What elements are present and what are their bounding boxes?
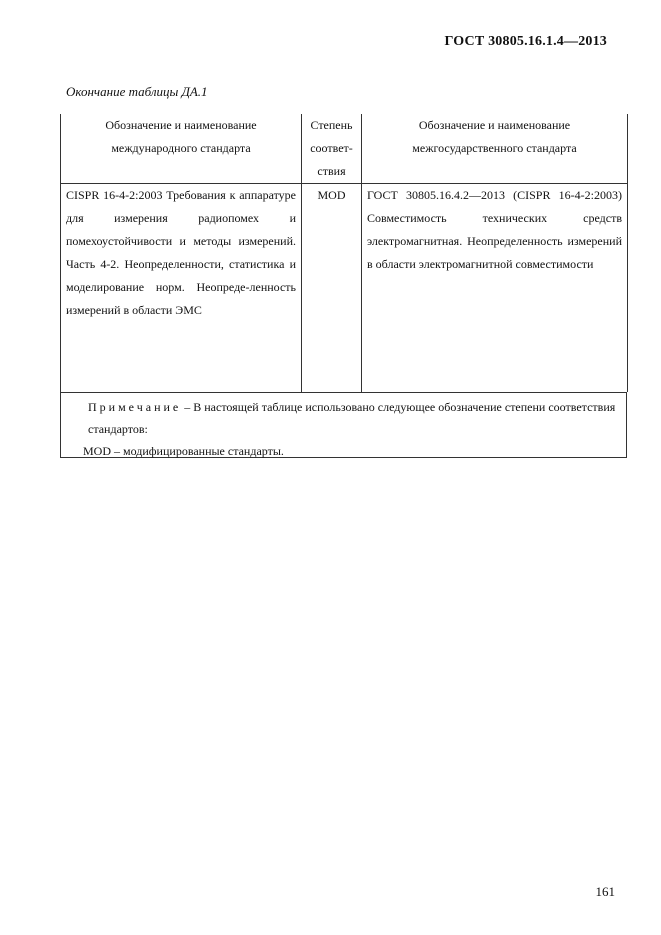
interstate-standard-text: ГОСТ 30805.16.4.2—2013 (CISPR 16-4-2:2003) Совместимость технических средств электромагнитная. Неопределенность измерений в области электромагнитной совместимости xyxy=(367,188,622,271)
column-header-label: Обозначение и наименование межгосударственного стандарта xyxy=(412,118,577,155)
note-label: Примечание xyxy=(88,400,182,414)
note-text: – В настоящей таблице использовано следующее обозначение степени соответствия стандартов: xyxy=(88,400,616,436)
table-caption: Окончание таблицы ДА.1 xyxy=(66,84,208,99)
table-note xyxy=(60,392,627,458)
column-header-degree xyxy=(302,114,362,184)
note-legend: MOD – модифицированные стандарты. xyxy=(83,444,284,458)
standards-table xyxy=(60,114,628,392)
column-header-label: Обозначение и наименование международного стандарта xyxy=(105,118,257,155)
column-header-interstate xyxy=(362,114,628,184)
degree-value: MOD xyxy=(317,188,346,202)
table-header-row xyxy=(61,114,628,184)
column-header-label: Степень соответ-ствия xyxy=(310,118,353,178)
international-standard-text: CISPR 16-4-2:2003 Требования к аппаратуре для измерения радиопомех и помехоустойчивости и методы измерений. Часть 4-2. Неопределенности, статистика и моделирование норм. Неопреде-ленность измерений в области ЭМС xyxy=(66,188,296,317)
cell-degree xyxy=(302,184,362,393)
table-row xyxy=(61,184,628,393)
cell-interstate-standard xyxy=(362,184,628,393)
cell-international-standard xyxy=(61,184,302,393)
note-paragraph xyxy=(61,393,626,440)
page-number: 161 xyxy=(595,884,615,899)
column-header-international xyxy=(61,114,302,184)
document-code: ГОСТ 30805.16.1.4—2013 xyxy=(444,34,607,49)
